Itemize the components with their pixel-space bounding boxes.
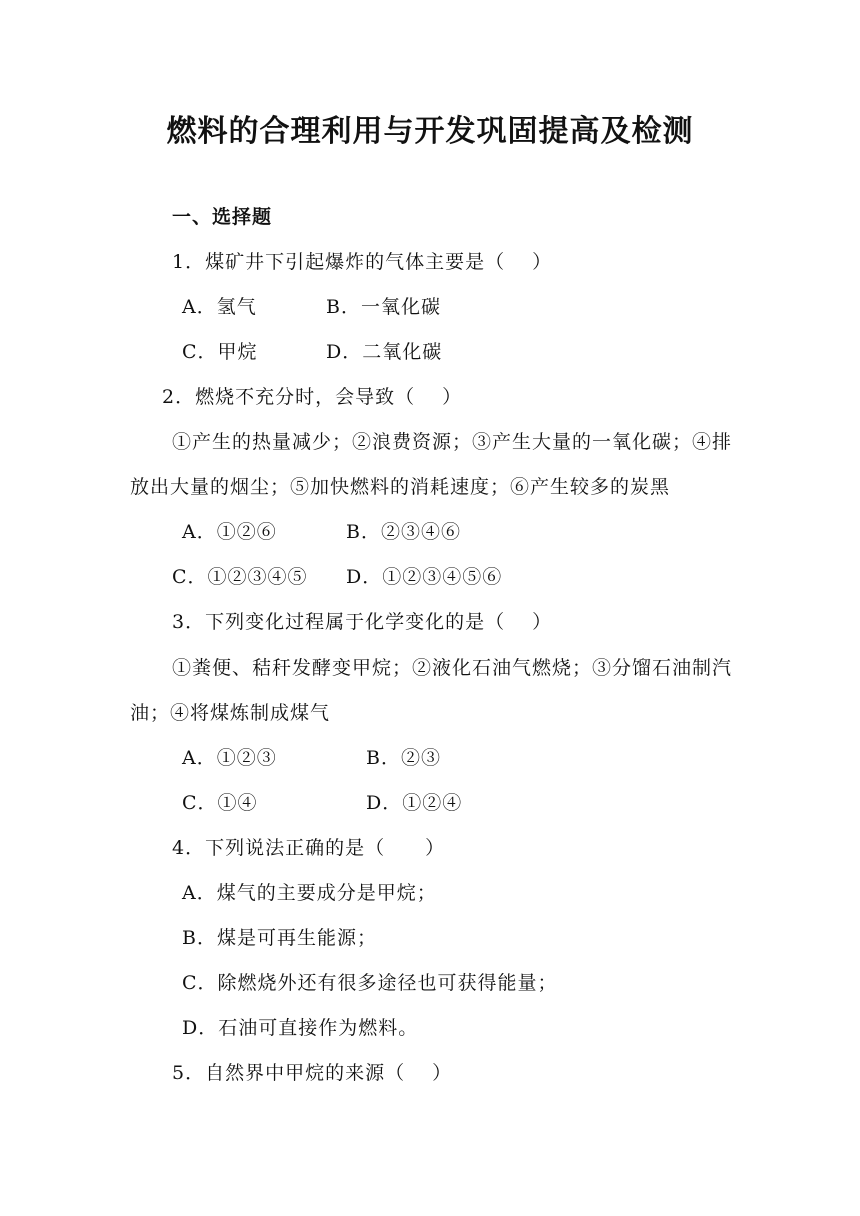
question-3-text-line-1: ①粪便、秸秆发酵变甲烷；②液化石油气燃烧；③分馏石油制汽 xyxy=(172,657,733,679)
question-3-option-d: D．①②④ xyxy=(366,792,463,814)
question-2-option-a: A．①②⑥ xyxy=(182,521,277,543)
question-1-stem: 1．煤矿井下引起爆炸的气体主要是（ ） xyxy=(172,251,553,273)
question-2-stem: 2．燃烧不充分时，会导致（ ） xyxy=(162,386,463,408)
question-3-text-line-2: 油；④将煤炼制成煤气 xyxy=(130,702,331,724)
question-4-option-c: C．除燃烧外还有很多途径也可获得能量； xyxy=(182,972,558,994)
question-1-option-a: A．氢气 xyxy=(182,296,257,318)
question-3-stem: 3．下列变化过程属于化学变化的是（ ） xyxy=(172,611,553,633)
page-title: 燃料的合理利用与开发巩固提高及检测 xyxy=(166,114,694,149)
section-heading: 一、选择题 xyxy=(172,206,273,228)
question-1-option-d: D．二氧化碳 xyxy=(326,341,443,363)
question-5-stem: 5．自然界中甲烷的来源（ ） xyxy=(172,1062,453,1084)
question-4-option-d: D．石油可直接作为燃料。 xyxy=(182,1017,419,1039)
question-3-option-a: A．①②③ xyxy=(182,747,277,769)
question-2-option-b: B．②③④⑥ xyxy=(346,521,461,543)
question-2-option-d: D．①②③④⑤⑥ xyxy=(346,566,503,588)
question-2-text-line-2: 放出大量的烟尘；⑤加快燃料的消耗速度；⑥产生较多的炭黑 xyxy=(130,476,671,498)
question-4-option-a: A．煤气的主要成分是甲烷； xyxy=(182,882,437,904)
question-1-option-c: C．甲烷 xyxy=(182,341,258,363)
question-4-option-b: B．煤是可再生能源； xyxy=(182,927,377,949)
question-3-option-c: C．①④ xyxy=(182,792,258,814)
question-2-option-c: C．①②③④⑤ xyxy=(172,566,308,588)
question-4-stem: 4．下列说法正确的是（ ） xyxy=(172,837,446,859)
question-2-text-line-1: ①产生的热量减少；②浪费资源；③产生大量的一氧化碳；④排 xyxy=(172,431,733,453)
question-1-option-b: B．一氧化碳 xyxy=(326,296,441,318)
question-3-option-b: B．②③ xyxy=(366,747,441,769)
